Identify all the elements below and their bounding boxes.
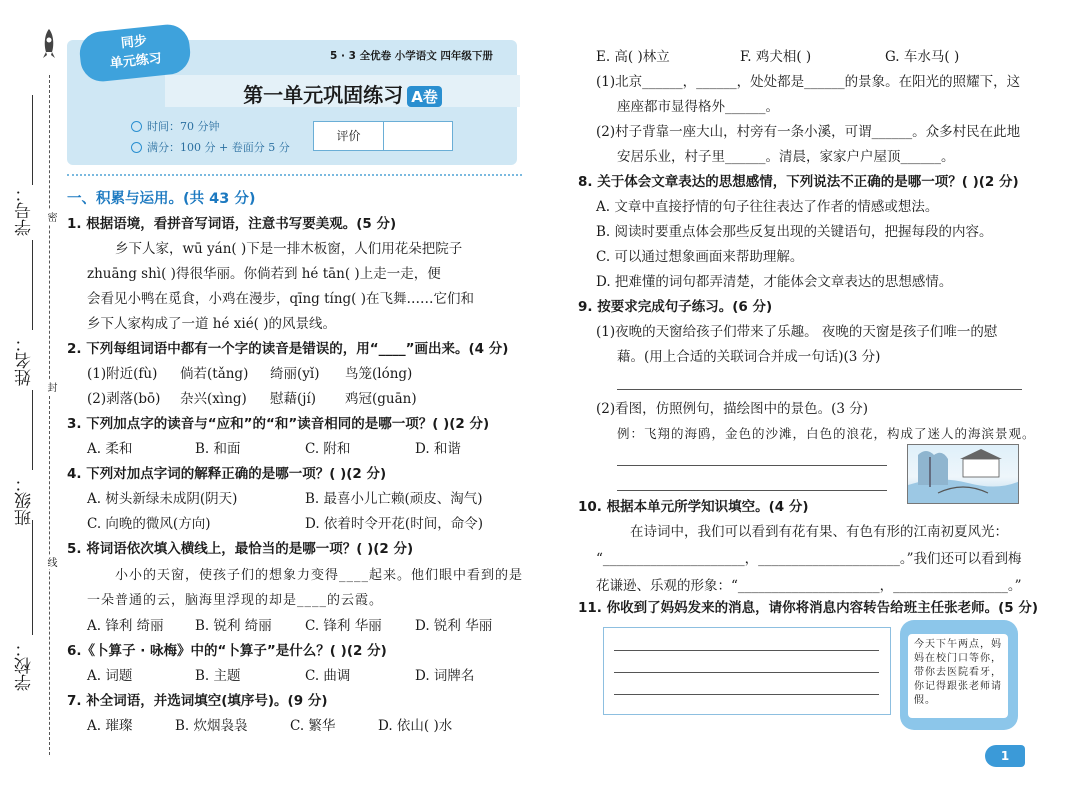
question-5-option-d[interactable]: D. 锐利 华丽 [415,618,493,634]
question-2-word[interactable]: 绮丽(yǐ) [270,366,320,382]
question-5-option-a[interactable]: A. 锋利 绮丽 [87,618,164,634]
question-1-text: zhuāng shì( )得很华丽。你倘若到 hé tān( )上走一走，便 [87,266,441,282]
question-8-option-a[interactable]: A. 文章中直接抒情的句子往往表达了作者的情感或想法。 [596,199,939,215]
evaluation-box [313,121,453,151]
question-5-stem: 5. 将词语依次填入横线上，最恰当的是哪一项？( )(2 分) [67,541,414,557]
question-7-stem: 7. 补全词语，并选词填空(填序号)。(9 分) [67,693,328,709]
title-badge: A卷 [407,86,442,107]
section-heading: 一、积累与运用。(共 43 分) [67,191,256,207]
question-8-stem: 8. 关于体会文章表达的思想感情，下列说法不正确的是哪一项？( )(2 分) [578,174,1019,190]
cut-line [49,75,50,755]
question-7-option-d[interactable]: D. 依山( )水 [378,718,453,734]
phone-message-illustration [900,620,1018,730]
question-9-sentence: 藉。(用上合适的关联词合并成一句话)(3 分) [617,349,881,365]
seal-mark: 封 [45,382,56,392]
series-label: 5 · 3 全优卷 小学语文 四年级下册 [330,50,493,62]
question-7-sentence: 安居乐业，村子里______。清晨，家家户户屋顶______。 [617,149,955,165]
question-7-option-c[interactable]: C. 繁华 [290,718,336,734]
question-4-option-d[interactable]: D. 依着时令开花(时间，命令) [305,516,483,532]
evaluation-label: 评价 [314,122,384,150]
question-5-text: 小小的天窗，使孩子们的想象力变得____起来。他们眼中看到的是 [115,568,524,583]
question-4-option-a[interactable]: A. 树头新绿未成阴(阴天) [87,491,238,507]
question-3-option-d[interactable]: D. 和谐 [415,441,461,457]
check-icon [131,142,142,153]
badge-line2: 单元练习 [109,51,163,72]
question-3-option-b[interactable]: B. 和面 [195,441,241,457]
answer-line[interactable] [614,672,879,673]
question-5-option-b[interactable]: B. 锐利 绮丽 [195,618,272,634]
answer-line[interactable] [617,490,887,491]
question-7-option-g[interactable]: G. 车水马( ) [885,49,960,65]
question-10-text: 在诗词中，我们可以看到有花有果、有色有形的江南初夏风光： [630,524,1008,540]
rocket-icon [40,28,58,62]
time-info: 时间：70 分钟 [147,120,220,133]
question-2-word[interactable]: 杂兴(xìng) [180,391,247,407]
question-2-word[interactable]: 倘若(tǎng) [180,366,249,382]
question-7-option-e[interactable]: E. 高( )林立 [596,49,670,65]
score-info: 满分：100 分 + 卷面分 5 分 [147,141,290,154]
question-4-option-b[interactable]: B. 最喜小儿亡赖(顽皮、淘气) [305,491,483,507]
question-7-sentence: (1)北京______，______，处处都是______的景象。在阳光的照耀下，这 [596,74,1021,90]
question-10-text: 花谦逊、乐观的形象：“_____________________，_________________。” [596,578,1022,594]
question-1-text: 乡下人家构成了一道 hé xié( )的风景线。 [87,316,337,332]
header-divider [67,174,522,176]
question-9-sentence: (2)看图，仿照例句，描绘图中的景色。(3 分) [596,401,869,417]
phone-message: 今天下午两点，妈妈在校门口等你，带你去医院看牙，你记得跟张老师请假。 [908,634,1008,718]
question-7-sentence: 座座都市显得格外______。 [617,99,779,115]
student-id-label: 学号： [15,185,35,236]
clock-icon [131,121,142,132]
question-7-option-b[interactable]: B. 炊烟袅袅 [175,718,248,734]
question-2-stem: 2. 下列每组词语中都有一个字的读音是错误的，用“____”画出来。(4 分) [67,341,509,357]
class-label: 班级： [15,475,35,526]
question-3-stem: 3. 下列加点字的读音与“应和”的“和”读音相同的是哪一项？( )(2 分) [67,416,490,432]
name-label: 姓名： [15,335,35,386]
student-id-field[interactable] [32,95,33,185]
question-7-option-a[interactable]: A. 璀璨 [87,718,133,734]
seal-mark: 密 [45,212,56,222]
question-11-stem: 11. 你收到了妈妈发来的消息，请你将消息内容转告给班主任张老师。(5 分) [578,600,1039,616]
badge-line1: 同步 [120,33,148,52]
answer-line[interactable] [617,465,887,466]
answer-line[interactable] [617,389,1022,390]
name-field[interactable] [32,240,33,330]
question-6-option-d[interactable]: D. 词牌名 [415,668,475,684]
answer-line[interactable] [614,694,879,695]
question-1-text: 乡下人家，wū yán( )下是一排木板窗，人们用花朵把院子 [115,241,463,257]
page-number: 1 [985,745,1025,767]
question-4-option-c[interactable]: C. 向晚的微风(方向) [87,516,211,532]
question-2-word[interactable]: (2)剥落(bō) [87,391,161,407]
question-6-option-c[interactable]: C. 曲调 [305,668,351,684]
question-9-example: 例：飞翔的海鸥，金色的沙滩，白色的浪花，构成了迷人的海滨景观。 [617,426,1036,441]
binding-strip [0,0,62,785]
question-7-sentence: (2)村子背靠一座大山，村旁有一条小溪，可谓______。众多村民在此地 [596,124,1021,140]
question-8-option-d[interactable]: D. 把难懂的词句都弄清楚，才能体会文章表达的思想感情。 [596,274,953,290]
question-9-stem: 9. 按要求完成句子练习。(6 分) [578,299,773,315]
question-6-stem: 6.《卜算子 · 咏梅》中的“卜算子”是什么？( )(2 分) [67,643,387,659]
question-3-option-c[interactable]: C. 附和 [305,441,351,457]
question-4-stem: 4. 下列对加点字词的解释正确的是哪一项？( )(2 分) [67,466,387,482]
evaluation-field[interactable] [384,122,452,150]
school-field[interactable] [32,520,33,635]
question-6-option-a[interactable]: A. 词题 [87,668,133,684]
question-10-stem: 10. 根据本单元所学知识填空。(4 分) [578,499,809,515]
question-3-option-a[interactable]: A. 柔和 [87,441,133,457]
class-field[interactable] [32,390,33,470]
answer-line[interactable] [614,650,879,651]
answer-box[interactable] [603,627,891,715]
question-7-option-f[interactable]: F. 鸡犬相( ) [740,49,812,65]
question-6-option-b[interactable]: B. 主题 [195,668,241,684]
question-8-option-c[interactable]: C. 可以通过想象画面来帮助理解。 [596,249,804,265]
lakeside-scene-image [907,444,1019,504]
question-1-stem: 1. 根据语境，看拼音写词语，注意书写要美观。(5 分) [67,216,397,232]
seal-mark: 线 [45,557,56,567]
question-5-text: 一朵普通的云，脑海里浮现的却是____的云霞。 [87,593,384,608]
question-2-word[interactable]: 鸟笼(lóng) [345,366,413,382]
question-2-word[interactable]: 慰藉(jí) [270,391,317,407]
question-2-word[interactable]: 鸡冠(guān) [345,391,417,407]
question-9-sentence: (1)夜晚的天窗给孩子们带来了乐趣。 夜晚的天窗是孩子们唯一的慰 [596,324,998,340]
school-label: 学校： [15,640,35,691]
question-5-option-c[interactable]: C. 锋利 华丽 [305,618,382,634]
question-2-word[interactable]: (1)附近(fù) [87,366,158,382]
title-bar [165,75,520,107]
question-1-text: 会看见小鸭在觅食，小鸡在漫步，qīng tíng( )在飞舞……它们和 [87,291,474,307]
page-title: 第一单元巩固练习 A卷 [165,79,520,108]
question-10-text: “_____________________，_____________________。”我们还可以看到梅 [596,551,1022,567]
question-8-option-b[interactable]: B. 阅读时要重点体会那些反复出现的关键语句，把握每段的内容。 [596,224,993,240]
